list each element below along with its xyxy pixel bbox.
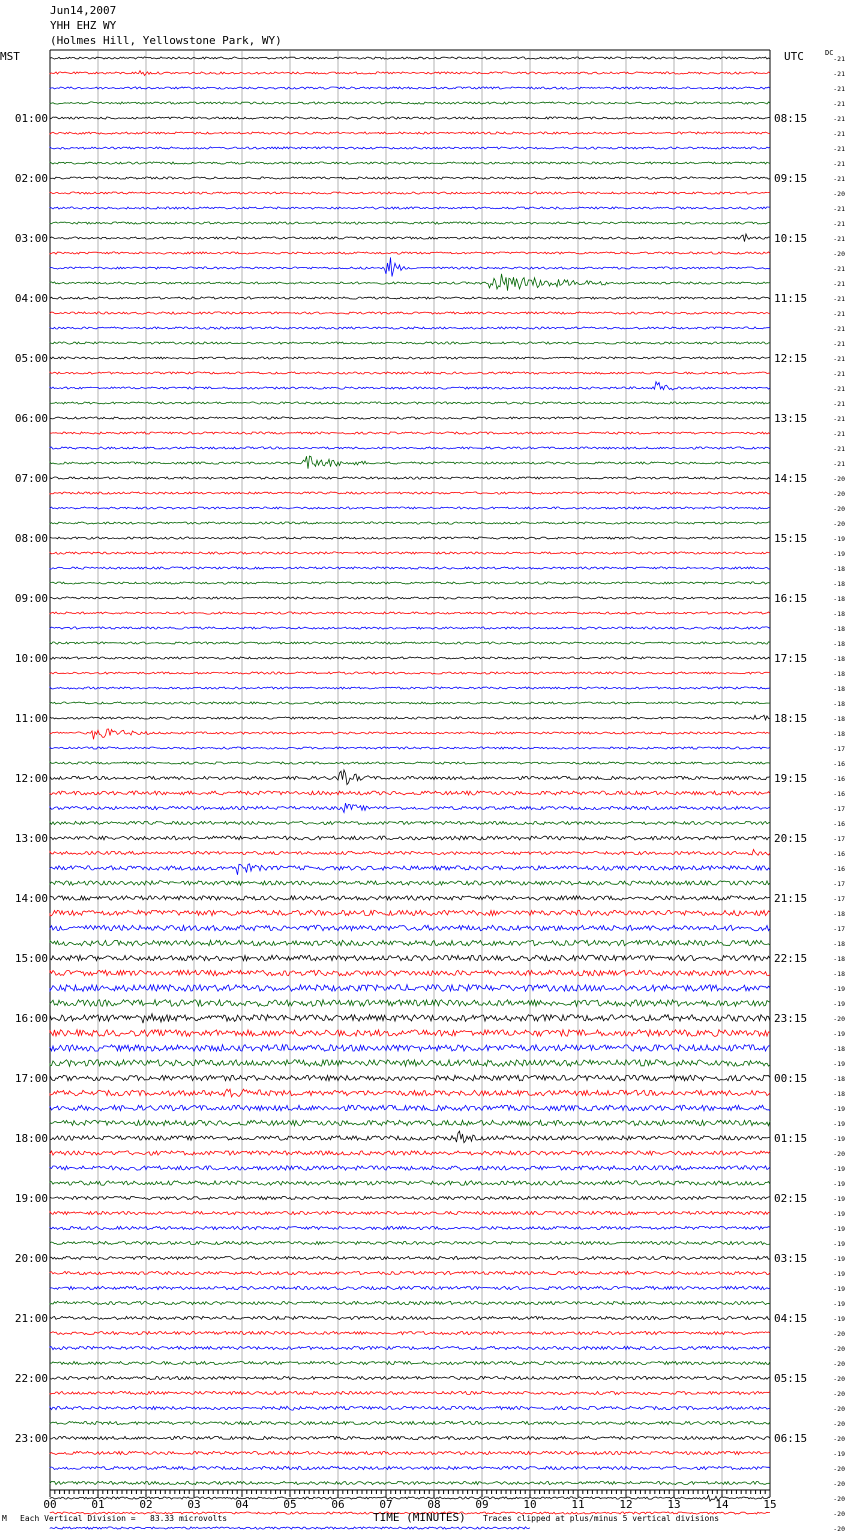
dc-offset-label: -21	[833, 205, 845, 213]
dc-offset-label: -20	[833, 1390, 845, 1398]
dc-offset-label: -20	[833, 1465, 845, 1473]
seismic-trace	[50, 567, 770, 569]
seismic-trace	[50, 1451, 770, 1454]
dc-offset-label: -19	[833, 1285, 845, 1293]
dc-offset-label: -21	[833, 415, 845, 423]
seismic-trace	[50, 612, 770, 614]
dc-offset-label: -21	[833, 280, 845, 288]
seismic-trace	[50, 985, 770, 992]
right-hour-label: 23:15	[774, 1012, 808, 1025]
seismic-trace	[50, 71, 770, 76]
seismic-trace	[50, 257, 770, 276]
seismic-trace	[50, 1075, 770, 1080]
seismic-trace	[50, 1000, 770, 1007]
dc-offset-label: -21	[833, 85, 845, 93]
dc-offset-label: -21	[833, 400, 845, 408]
right-hour-label: 16:15	[774, 592, 808, 605]
dc-offset-label: -16	[833, 865, 845, 873]
seismic-trace	[50, 597, 770, 599]
right-timezone-label: UTC	[784, 50, 804, 63]
dc-offset-label: -18	[833, 655, 845, 663]
seismic-trace	[50, 1391, 770, 1394]
seismic-trace	[50, 687, 770, 689]
dc-offset-label: -20	[833, 1510, 845, 1518]
x-tick-label: 11	[571, 1498, 585, 1511]
dc-offset-label: -21	[833, 100, 845, 108]
right-hour-label: 05:15	[774, 1372, 808, 1385]
dc-offset-label: -18	[833, 580, 845, 588]
seismic-trace	[50, 925, 770, 930]
dc-offset-label: -21	[833, 445, 845, 453]
dc-offset-label: -20	[833, 190, 845, 198]
seismic-trace	[50, 1241, 770, 1244]
dc-offset-label: -19	[833, 1120, 845, 1128]
seismic-trace	[50, 372, 770, 374]
dc-offset-label: -21	[833, 295, 845, 303]
dc-offset-label: -16	[833, 850, 845, 858]
dc-offset-label: -20	[833, 1480, 845, 1488]
seismic-trace	[50, 836, 770, 840]
dc-offset-label: -19	[833, 1165, 845, 1173]
dc-offset-label: -21	[833, 160, 845, 168]
right-hour-label: 02:15	[774, 1192, 808, 1205]
right-hour-label: 21:15	[774, 892, 808, 905]
x-tick-label: 08	[427, 1498, 441, 1511]
left-hour-label: 08:00	[14, 532, 48, 545]
seismic-trace	[50, 627, 770, 629]
seismic-trace	[50, 729, 770, 739]
dc-offset-label: -17	[833, 745, 845, 753]
seismic-trace	[50, 803, 770, 812]
clipping-note: Traces clipped at plus/minus 5 vertical divisions	[483, 1514, 720, 1523]
dc-offset-label: -19	[833, 1270, 845, 1278]
x-tick-label: 01	[91, 1498, 105, 1511]
dc-offset-label: -19	[833, 985, 845, 993]
seismic-trace	[50, 1131, 770, 1143]
dc-offset-label: -18	[833, 940, 845, 948]
dc-offset-label: -20	[833, 1150, 845, 1158]
left-hour-label: 22:00	[14, 1372, 48, 1385]
dc-offset-label: -21	[833, 145, 845, 153]
dc-offset-label: -19	[833, 1135, 845, 1143]
seismic-trace	[50, 672, 770, 674]
left-hour-label: 16:00	[14, 1012, 48, 1025]
dc-offset-label: -21	[833, 430, 845, 438]
seismic-trace	[50, 147, 770, 149]
seismic-trace	[50, 1120, 770, 1125]
dc-offset-label: -20	[833, 1420, 845, 1428]
left-hour-label: 03:00	[14, 232, 48, 245]
dc-offset-label: -20	[833, 1405, 845, 1413]
dc-offset-label: -19	[833, 1030, 845, 1038]
x-tick-label: 05	[283, 1498, 297, 1511]
left-hour-label: 05:00	[14, 352, 48, 365]
dc-offset-label: -19	[833, 1180, 845, 1188]
dc-offset-label: -20	[833, 1330, 845, 1338]
dc-offset-label: -17	[833, 895, 845, 903]
dc-offset-label: -16	[833, 775, 845, 783]
right-hour-label: 18:15	[774, 712, 808, 725]
seismic-trace	[50, 492, 770, 494]
dc-offset-label: -21	[833, 325, 845, 333]
seismic-trace	[50, 456, 770, 469]
seismic-trace	[50, 274, 770, 291]
seismic-trace	[50, 896, 770, 900]
dc-offset-label: -18	[833, 1045, 845, 1053]
dc-offset-label: -20	[833, 1525, 845, 1533]
x-tick-label: 12	[619, 1498, 633, 1511]
seismic-trace	[50, 940, 770, 945]
seismic-trace	[50, 1105, 770, 1110]
dc-offset-label: -21	[833, 370, 845, 378]
x-tick-label: 09	[475, 1498, 489, 1511]
right-hour-label: 08:15	[774, 112, 808, 125]
left-hour-label: 21:00	[14, 1312, 48, 1325]
seismic-trace	[50, 910, 770, 915]
seismic-trace	[50, 821, 770, 824]
dc-offset-label: -16	[833, 820, 845, 828]
dc-offset-label: -21	[833, 355, 845, 363]
seismic-trace	[50, 1256, 770, 1259]
seismic-trace	[50, 447, 770, 449]
dc-offset-label: -21	[833, 340, 845, 348]
seismic-trace	[50, 537, 770, 539]
seismic-trace	[50, 552, 770, 554]
right-hour-label: 17:15	[774, 652, 808, 665]
left-hour-label: 01:00	[14, 112, 48, 125]
seismic-trace	[50, 342, 770, 344]
dc-offset-label: -19	[833, 1255, 845, 1263]
seismic-trace	[50, 192, 770, 194]
dc-offset-label: -20	[833, 1015, 845, 1023]
dc-offset-label: -21	[833, 385, 845, 393]
dc-offset-label: -21	[833, 460, 845, 468]
right-hour-label: 11:15	[774, 292, 808, 305]
dc-offset-label: -19	[833, 535, 845, 543]
seismic-trace	[50, 642, 770, 644]
dc-offset-label: -21	[833, 220, 845, 228]
right-hour-label: 12:15	[774, 352, 808, 365]
dc-offset-label: -20	[833, 475, 845, 483]
x-tick-label: 04	[235, 1498, 249, 1511]
dc-offset-label: -19	[833, 550, 845, 558]
left-hour-label: 11:00	[14, 712, 48, 725]
seismic-trace	[50, 417, 770, 419]
right-hour-label: 04:15	[774, 1312, 808, 1325]
dc-offset-label: -19	[833, 1195, 845, 1203]
left-hour-label: 19:00	[14, 1192, 48, 1205]
left-hour-label: 02:00	[14, 172, 48, 185]
seismic-trace	[50, 252, 770, 254]
right-hour-label: 00:15	[774, 1072, 808, 1085]
left-hour-label: 20:00	[14, 1252, 48, 1265]
seismic-trace	[50, 1466, 770, 1469]
dc-offset-label: -21	[833, 55, 845, 63]
station-code: YHH EHZ WY	[50, 19, 117, 32]
seismic-trace	[50, 715, 770, 720]
dc-offset-label: -18	[833, 610, 845, 618]
dc-offset-label: -20	[833, 1360, 845, 1368]
x-tick-label: 15	[763, 1498, 777, 1511]
x-tick-label: 03	[187, 1498, 201, 1511]
left-hour-label: 09:00	[14, 592, 48, 605]
right-hour-label: 03:15	[774, 1252, 808, 1265]
dc-offset-label: -18	[833, 565, 845, 573]
seismic-trace	[50, 1316, 770, 1319]
seismic-trace	[50, 327, 770, 329]
dc-offset-label: -18	[833, 595, 845, 603]
dc-offset-label: -18	[833, 640, 845, 648]
seismic-trace	[50, 1421, 770, 1424]
left-hour-label: 14:00	[14, 892, 48, 905]
seismic-trace	[50, 222, 770, 224]
seismic-trace	[50, 762, 770, 764]
dc-offset-label: -18	[833, 685, 845, 693]
dc-offset-label: -18	[833, 715, 845, 723]
record-date: Jun14,2007	[50, 4, 117, 17]
dc-offset-label: -18	[833, 670, 845, 678]
dc-offset-label: -19	[833, 1450, 845, 1458]
seismic-trace	[50, 1181, 770, 1185]
right-hour-label: 22:15	[774, 952, 808, 965]
dc-offset-label: -18	[833, 700, 845, 708]
dc-offset-label: -17	[833, 835, 845, 843]
dc-offset-label: -16	[833, 790, 845, 798]
seismic-trace	[50, 657, 770, 659]
dc-offset-label: -21	[833, 130, 845, 138]
vertical-scale-note: Each Vertical Division = 83.33 microvolts	[20, 1514, 228, 1523]
seismic-trace	[50, 1361, 770, 1364]
right-hour-label: 01:15	[774, 1132, 808, 1145]
left-hour-label: 07:00	[14, 472, 48, 485]
seismic-trace	[50, 1045, 770, 1052]
x-tick-label: 14	[715, 1498, 729, 1511]
right-hour-label: 19:15	[774, 772, 808, 785]
seismic-trace	[50, 1346, 770, 1349]
seismic-trace	[50, 1436, 770, 1439]
seismic-trace	[50, 402, 770, 404]
seismic-trace	[50, 1331, 770, 1334]
seismic-trace	[50, 1301, 770, 1304]
seismic-trace	[50, 312, 770, 314]
seismic-trace	[50, 850, 770, 856]
seismic-trace	[50, 357, 770, 359]
seismic-trace	[50, 881, 770, 885]
dc-offset-label: -20	[833, 1345, 845, 1353]
dc-offset-label: -18	[833, 970, 845, 978]
left-hour-label: 23:00	[14, 1432, 48, 1445]
dc-offset-label: -17	[833, 805, 845, 813]
dc-offset-label: -18	[833, 1090, 845, 1098]
x-tick-label: 00	[43, 1498, 57, 1511]
dc-offset-label: -19	[833, 1240, 845, 1248]
seismic-trace	[50, 702, 770, 704]
dc-offset-label: -21	[833, 115, 845, 123]
seismic-trace	[50, 1226, 770, 1229]
dc-offset-label: -17	[833, 925, 845, 933]
dc-offset-label: -21	[833, 310, 845, 318]
seismic-trace	[50, 1030, 770, 1037]
dc-offset-label: -20	[833, 1435, 845, 1443]
left-hour-label: 15:00	[14, 952, 48, 965]
seismic-trace	[50, 87, 770, 89]
seismic-trace	[50, 102, 770, 104]
seismic-trace	[50, 747, 770, 749]
left-hour-label: 04:00	[14, 292, 48, 305]
dc-offset-label: -21	[833, 175, 845, 183]
station-location: (Holmes Hill, Yellowstone Park, WY)	[50, 34, 282, 47]
dc-offset-label: -20	[833, 1375, 845, 1383]
dc-offset-label: -19	[833, 1315, 845, 1323]
dc-offset-label: -18	[833, 955, 845, 963]
dc-offset-label: -19	[833, 1105, 845, 1113]
seismic-trace	[50, 1089, 770, 1097]
seismic-trace	[50, 1196, 770, 1199]
seismic-trace	[50, 1527, 530, 1529]
x-tick-label: 10	[523, 1498, 537, 1511]
x-tick-label: 13	[667, 1498, 681, 1511]
seismic-trace	[50, 1376, 770, 1379]
seismic-trace	[50, 1481, 770, 1484]
seismic-trace	[50, 234, 770, 242]
seismic-trace	[50, 177, 770, 179]
seismic-trace	[50, 1166, 770, 1170]
dc-offset-label: -19	[833, 1000, 845, 1008]
x-tick-label: 07	[379, 1498, 393, 1511]
dc-header-label: DC	[825, 49, 834, 57]
seismic-trace	[50, 57, 770, 59]
dc-offset-label: -16	[833, 760, 845, 768]
dc-offset-label: -20	[833, 490, 845, 498]
seismic-trace	[50, 1271, 770, 1274]
dc-offset-label: -18	[833, 910, 845, 918]
seismic-trace	[50, 477, 770, 479]
left-hour-label: 10:00	[14, 652, 48, 665]
left-hour-label: 06:00	[14, 412, 48, 425]
dc-offset-label: -20	[833, 505, 845, 513]
left-hour-label: 18:00	[14, 1132, 48, 1145]
seismic-trace	[50, 522, 770, 524]
dc-offset-label: -18	[833, 730, 845, 738]
x-tick-label: 06	[331, 1498, 345, 1511]
seismic-trace	[50, 1211, 770, 1214]
right-hour-label: 14:15	[774, 472, 808, 485]
right-hour-label: 13:15	[774, 412, 808, 425]
seismic-trace	[50, 132, 770, 134]
left-hour-label: 17:00	[14, 1072, 48, 1085]
dc-offset-label: -21	[833, 70, 845, 78]
seismic-trace	[50, 955, 770, 960]
seismic-trace	[50, 432, 770, 434]
seismic-trace	[50, 1495, 770, 1501]
right-hour-label: 06:15	[774, 1432, 808, 1445]
right-hour-label: 10:15	[774, 232, 808, 245]
seismic-trace	[50, 507, 770, 509]
seismic-trace	[50, 1286, 770, 1289]
corner-mark: M	[2, 1514, 7, 1523]
x-tick-label: 02	[139, 1498, 153, 1511]
seismic-trace	[50, 791, 770, 795]
seismic-trace	[50, 207, 770, 209]
seismic-trace	[50, 970, 770, 975]
dc-offset-label: -19	[833, 1210, 845, 1218]
seismic-trace	[50, 117, 770, 119]
dc-offset-label: -21	[833, 235, 845, 243]
right-hour-label: 20:15	[774, 832, 808, 845]
dc-offset-label: -19	[833, 1225, 845, 1233]
dc-offset-label: -20	[833, 1495, 845, 1503]
seismic-trace	[50, 162, 770, 164]
left-timezone-label: MST	[0, 50, 20, 63]
seismic-trace	[50, 382, 770, 390]
seismic-trace	[50, 864, 770, 875]
seismic-trace	[50, 770, 770, 785]
dc-offset-label: -19	[833, 1300, 845, 1308]
seismic-trace	[50, 1060, 770, 1067]
dc-offset-label: -19	[833, 1060, 845, 1068]
seismic-trace	[50, 582, 770, 584]
seismic-trace	[50, 1151, 770, 1155]
seismic-trace	[50, 297, 770, 299]
right-hour-label: 15:15	[774, 532, 808, 545]
dc-offset-label: -21	[833, 265, 845, 273]
dc-offset-label: -17	[833, 880, 845, 888]
x-axis-title: TIME (MINUTES)	[373, 1511, 466, 1524]
left-hour-label: 12:00	[14, 772, 48, 785]
dc-offset-label: -20	[833, 250, 845, 258]
dc-offset-label: -18	[833, 1075, 845, 1083]
seismic-trace	[50, 1406, 770, 1410]
dc-offset-label: -20	[833, 520, 845, 528]
seismic-trace	[50, 1014, 770, 1023]
right-hour-label: 09:15	[774, 172, 808, 185]
dc-offset-label: -18	[833, 625, 845, 633]
left-hour-label: 13:00	[14, 832, 48, 845]
